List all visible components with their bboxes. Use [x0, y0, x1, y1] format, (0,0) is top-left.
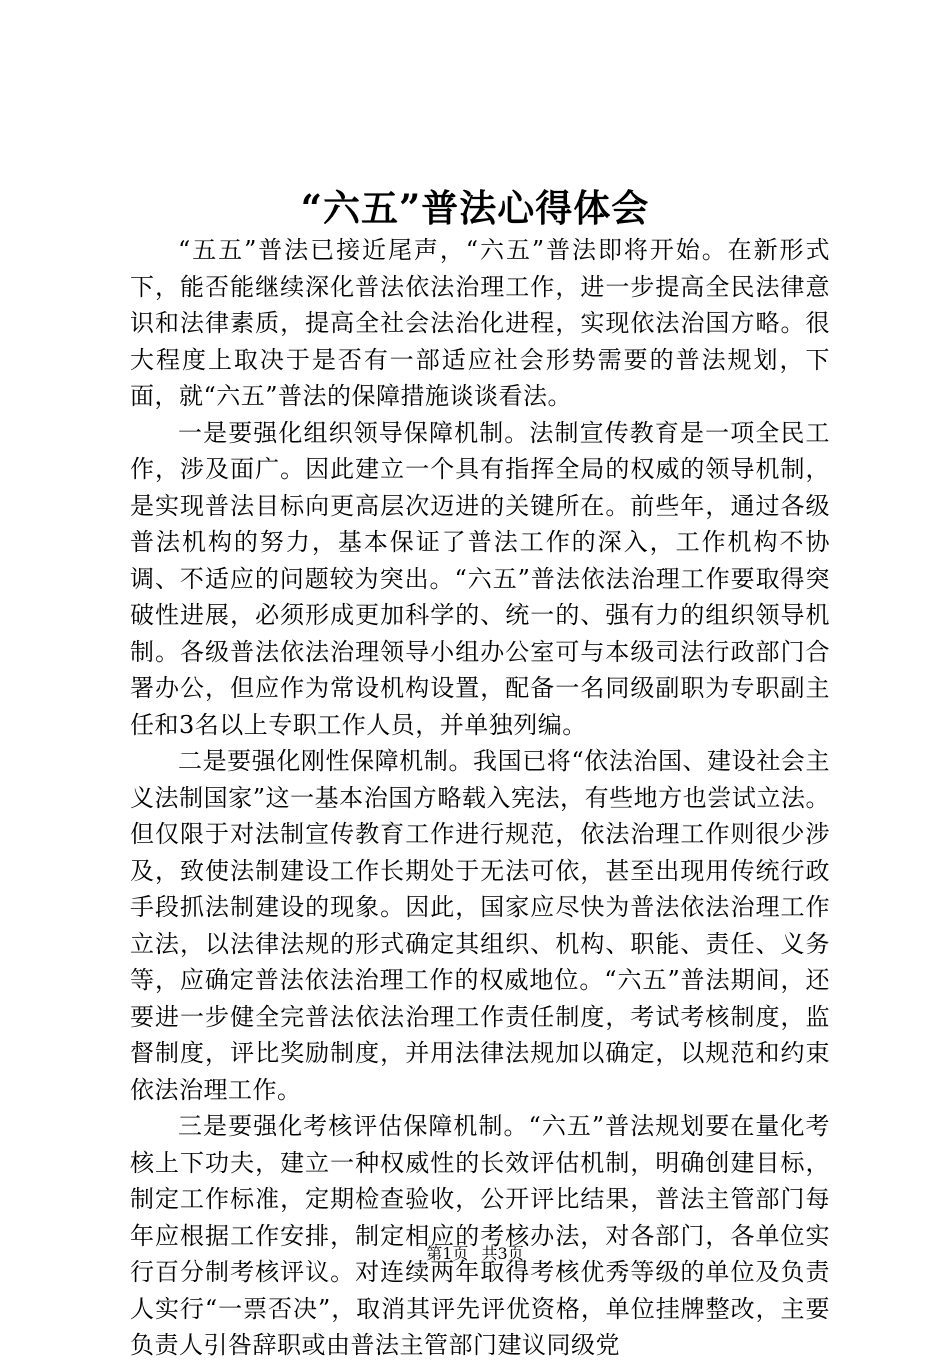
- document-title: “六五”普法心得体会: [300, 186, 650, 230]
- page-number: 第1页: [426, 1244, 469, 1263]
- page-footer: [0, 1243, 950, 1265]
- paragraph-organization-mechanism: 一是要强化组织领导保障机制。法制宣传教育是一项全民工作，涉及面广。因此建立一个具有指挥全局的权威的领导机制，是实现普法目标向更高层次迈进的关键所在。前些年，通过各级普法机构的努力，基本保证了普法工作的深入，工作机构不协调、不适应的问题较为突出。“六五”普法依法治理工作要取得突破性进展，必须形成更加科学的、统一的、强有力的组织领导机制。各级普法依法治理领导小组办公室可与本级司法行政部门合署办公，但应作为常设机构设置，配备一名同级副职为专职副主任和3名以上专职工作人员，并单独列编。: [130, 418, 830, 739]
- page-count: 共3页: [481, 1244, 524, 1263]
- document-body: [130, 232, 830, 1364]
- paragraph-rigid-mechanism: 二是要强化刚性保障机制。我国已将“依法治国、建设社会主义法制国家”这一基本治国方略载入宪法，有些地方也尝试立法。但仅限于对法制宣传教育工作进行规范，依法治理工作则很少涉及，致使法制建设工作长期处于无法可依，甚至出现用传统行政手段抓法制建设的现象。因此，国家应尽快为普法依法治理工作立法，以法律法规的形式确定其组织、机构、职能、责任、义务等，应确定普法依法治理工作的权威地位。“六五”普法期间，还要进一步健全完普法依法治理工作责任制度，考试考核制度，监督制度，评比奖励制度，并用法律法规加以确定，以规范和约束依法治理工作。: [130, 747, 830, 1104]
- paragraph-assessment-mechanism: 三是要强化考核评估保障机制。“六五”普法规划要在量化考核上下功夫，建立一种权威性的长效评估机制，明确创建目标，制定工作标准，定期检查验收，公开评比结果，普法主管部门每年应根据工作安排，制定相应的考核办法，对各部门，各单位实行百分制考核评议。对连续两年取得考核优秀等级的单位及负责人实行“一票否决”，取消其评先评优资格，单位挂牌整改，主要负责人引咎辞职或由普法主管部门建议同级党: [130, 1112, 830, 1359]
- paragraph-intro: “五五”普法已接近尾声，“六五”普法即将开始。在新形式下，能否能继续深化普法依法治理工作，进一步提高全民法律意识和法律素质，提高全社会法治化进程，实现依法治国方略。很大程度上取决于是否有一部适应社会形势需要的普法规划，下面，就“六五”普法的保障措施谈谈看法。: [130, 236, 830, 410]
